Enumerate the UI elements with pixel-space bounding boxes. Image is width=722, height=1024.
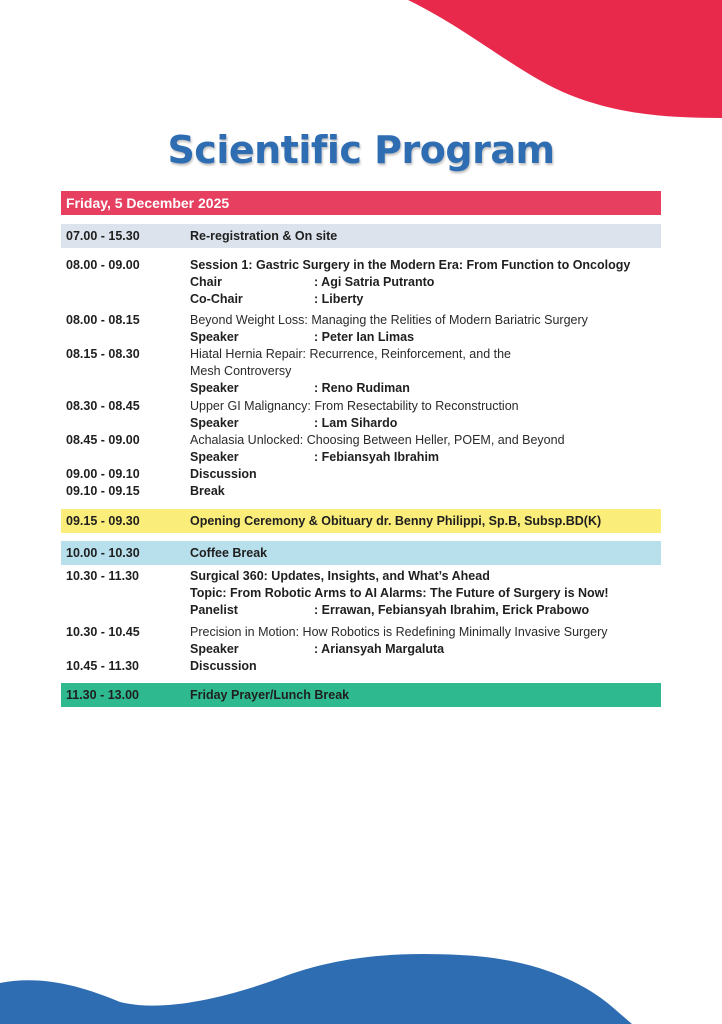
day-header: Friday, 5 December 2025 xyxy=(61,191,661,215)
row-time: 08.15 - 08.30 xyxy=(66,347,140,361)
row-label: Re-registration & On site xyxy=(190,229,338,243)
top-wave-decoration xyxy=(0,0,722,125)
session-title: Session 1: Gastric Surgery in the Modern Era: From Function to Oncology xyxy=(190,258,631,272)
row-time: 08.00 - 08.15 xyxy=(66,313,140,327)
row-time: 11.30 - 13.00 xyxy=(66,688,139,702)
schedule-row-opening-ceremony xyxy=(61,509,661,533)
talk-title-line2: Mesh Controversy xyxy=(190,364,292,378)
cochair-name: : Liberty xyxy=(314,292,364,306)
row-time: 10.30 - 11.30 xyxy=(66,569,139,583)
role-label: Co-Chair xyxy=(190,292,243,306)
role-label: Speaker xyxy=(190,450,239,464)
row-label: Opening Ceremony & Obituary dr. Benny Philippi, Sp.B, Subsp.BD(K) xyxy=(190,514,602,528)
bottom-wave-shape xyxy=(0,954,632,1024)
row-label: Coffee Break xyxy=(190,546,268,560)
bottom-wave-decoration xyxy=(0,930,722,1024)
row-time: 10.30 - 10.45 xyxy=(66,625,140,639)
role-label: Speaker xyxy=(190,381,239,395)
schedule-row-coffee-break xyxy=(61,541,661,565)
schedule-row-reregistration xyxy=(61,224,661,248)
talk-title: Precision in Motion: How Robotics is Redefining Minimally Invasive Surgery xyxy=(190,625,608,639)
chair-name: : Agi Satria Putranto xyxy=(314,275,435,289)
role-label: Speaker xyxy=(190,330,239,344)
row-time: 09.15 - 09.30 xyxy=(66,514,140,528)
row-time: 08.30 - 08.45 xyxy=(66,399,140,413)
role-label: Panelist xyxy=(190,603,238,617)
talk-title: Achalasia Unlocked: Choosing Between Heller, POEM, and Beyond xyxy=(190,433,565,447)
schedule-row-lunch-break xyxy=(61,683,661,707)
row-time: 10.00 - 10.30 xyxy=(66,546,140,560)
page-title: Scientific Program xyxy=(167,128,555,172)
top-wave-shape xyxy=(408,0,722,118)
speaker-name: : Peter Ian Limas xyxy=(314,330,415,344)
role-label: Speaker xyxy=(190,642,239,656)
speaker-name: : Reno Rudiman xyxy=(314,381,410,395)
speaker-name: : Febiansyah Ibrahim xyxy=(314,450,440,464)
session-topic: Topic: From Robotic Arms to AI Alarms: The Future of Surgery is Now! xyxy=(190,586,609,600)
row-time: 08.00 - 09.00 xyxy=(66,258,140,272)
panelist-names: : Errawan, Febiansyah Ibrahim, Erick Prabowo xyxy=(314,603,590,617)
row-time: 09.10 - 09.15 xyxy=(66,484,140,498)
row-label: Friday Prayer/Lunch Break xyxy=(190,688,350,702)
speaker-name: : Ariansyah Margaluta xyxy=(314,642,445,656)
talk-title: Beyond Weight Loss: Managing the Relities of Modern Bariatric Surgery xyxy=(190,313,588,327)
role-label: Chair xyxy=(190,275,222,289)
talk-title-line1: Hiatal Hernia Repair: Recurrence, Reinforcement, and the xyxy=(190,347,511,361)
row-time: 08.45 - 09.00 xyxy=(66,433,140,447)
row-label: Discussion xyxy=(190,467,257,481)
talk-title: Upper GI Malignancy: From Resectability to Reconstruction xyxy=(190,399,519,413)
speaker-name: : Lam Sihardo xyxy=(314,416,398,430)
row-label: Discussion xyxy=(190,659,257,673)
role-label: Speaker xyxy=(190,416,239,430)
row-time: 07.00 - 15.30 xyxy=(66,229,140,243)
row-time: 09.00 - 09.10 xyxy=(66,467,140,481)
session-title: Surgical 360: Updates, Insights, and What’s Ahead xyxy=(190,569,490,583)
row-time: 10.45 - 11.30 xyxy=(66,659,139,673)
row-label: Break xyxy=(190,484,225,498)
